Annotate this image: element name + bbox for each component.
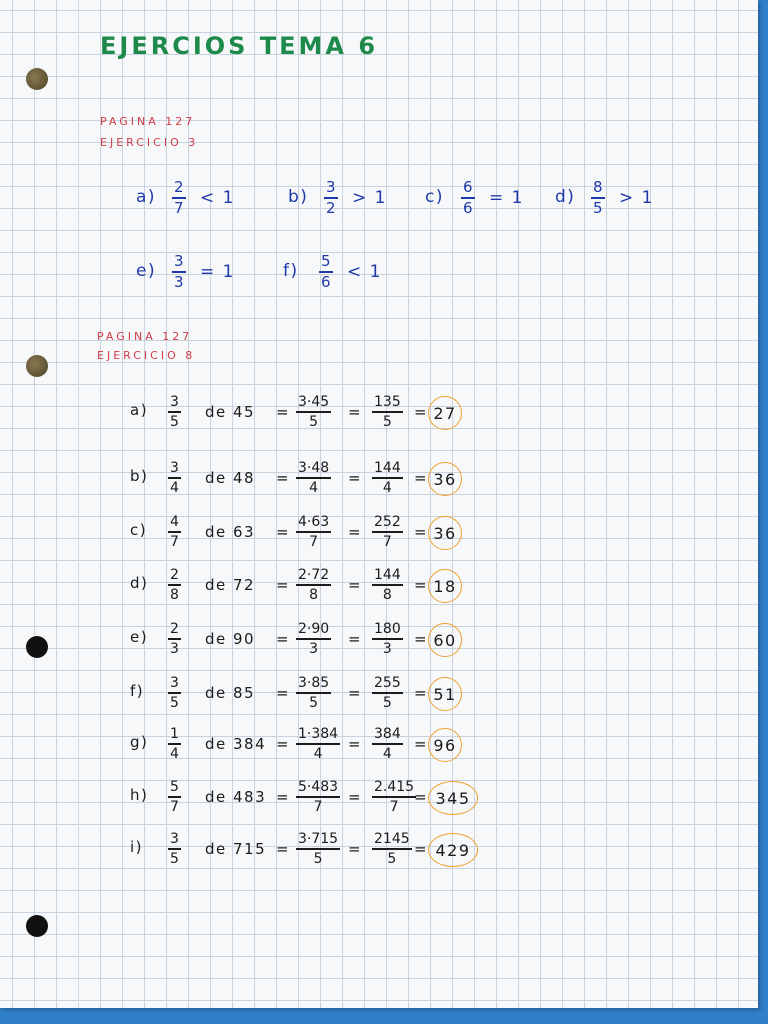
equals: = bbox=[348, 403, 363, 421]
equals: = bbox=[348, 469, 363, 487]
denominator: 7 bbox=[389, 798, 399, 815]
item-label: c) bbox=[425, 187, 444, 207]
section2-exercise: EJERCICIO 8 bbox=[97, 349, 196, 362]
of-word: de bbox=[205, 403, 227, 421]
product-fraction bbox=[296, 676, 331, 710]
result-fraction bbox=[372, 832, 412, 866]
fraction bbox=[591, 180, 605, 216]
numerator: 144 bbox=[374, 460, 401, 476]
numerator: 255 bbox=[374, 675, 401, 691]
numerator: 5 bbox=[321, 252, 331, 270]
fraction bbox=[168, 676, 181, 710]
of-word: de bbox=[205, 735, 227, 753]
equals: = bbox=[414, 576, 429, 594]
fraction-bar bbox=[372, 584, 403, 586]
section1-page: PAGINA 127 bbox=[100, 115, 196, 128]
fraction-bar bbox=[296, 743, 340, 745]
whole-number: 48 bbox=[233, 469, 256, 487]
page-title: EJERCIOS TEMA 6 bbox=[100, 32, 379, 60]
numerator: 2145 bbox=[374, 831, 410, 847]
denominator: 7 bbox=[170, 798, 179, 815]
equals: = bbox=[348, 684, 363, 702]
fraction-bar bbox=[296, 584, 331, 586]
equals: = bbox=[276, 630, 291, 648]
of-word: de bbox=[205, 469, 227, 487]
equals: = bbox=[414, 788, 429, 806]
numerator: 3 bbox=[174, 252, 184, 270]
result-fraction bbox=[372, 395, 403, 429]
fraction bbox=[172, 254, 186, 290]
denominator: 6 bbox=[321, 272, 331, 291]
numerator: 3·715 bbox=[298, 831, 339, 847]
fraction bbox=[324, 180, 338, 216]
product-fraction bbox=[296, 780, 340, 814]
fraction bbox=[168, 461, 181, 495]
numerator: 3 bbox=[326, 178, 336, 196]
denominator: 3 bbox=[382, 640, 392, 657]
result-circle: 27 bbox=[428, 396, 462, 430]
comparison: > 1 bbox=[352, 188, 387, 208]
fraction bbox=[168, 832, 181, 866]
row-label: a) bbox=[130, 401, 149, 419]
denominator: 4 bbox=[382, 479, 392, 496]
numerator: 252 bbox=[374, 514, 401, 530]
fraction-bar bbox=[168, 584, 181, 586]
denominator: 3 bbox=[174, 272, 184, 291]
denominator: 4 bbox=[382, 745, 392, 762]
result-circle: 96 bbox=[428, 728, 462, 762]
equals: = bbox=[276, 788, 291, 806]
equals: = bbox=[414, 684, 429, 702]
denominator: 3 bbox=[309, 640, 319, 657]
product-fraction bbox=[296, 515, 331, 549]
denominator: 5 bbox=[382, 694, 392, 711]
row-label: d) bbox=[130, 574, 149, 592]
denominator: 5 bbox=[387, 850, 397, 867]
row-label: g) bbox=[130, 733, 149, 751]
section2-page: PAGINA 127 bbox=[97, 330, 193, 343]
denominator: 7 bbox=[170, 533, 179, 550]
numerator: 3 bbox=[170, 394, 179, 410]
numerator: 1 bbox=[170, 726, 179, 742]
whole-number: 384 bbox=[233, 735, 267, 753]
fraction-bar bbox=[296, 477, 331, 479]
denominator: 7 bbox=[309, 533, 319, 550]
fraction-bar bbox=[168, 477, 181, 479]
fraction bbox=[168, 622, 181, 656]
whole-number: 85 bbox=[233, 684, 256, 702]
numerator: 3 bbox=[170, 675, 179, 691]
denominator: 5 bbox=[313, 850, 323, 867]
numerator: 3·45 bbox=[298, 394, 330, 410]
result-circle: 429 bbox=[428, 833, 478, 867]
denominator: 5 bbox=[593, 198, 603, 217]
numerator: 180 bbox=[374, 621, 401, 637]
fraction-bar bbox=[296, 848, 340, 850]
fraction-bar bbox=[372, 796, 416, 798]
equals: = bbox=[414, 735, 429, 753]
section1-exercise: EJERCICIO 3 bbox=[100, 136, 199, 149]
fraction bbox=[168, 568, 181, 602]
denominator: 7 bbox=[313, 798, 323, 815]
equals: = bbox=[348, 840, 363, 858]
equals: = bbox=[276, 469, 291, 487]
fraction-bar bbox=[168, 796, 181, 798]
equals: = bbox=[276, 523, 291, 541]
denominator: 4 bbox=[313, 745, 323, 762]
numerator: 3 bbox=[170, 831, 179, 847]
comparison: > 1 bbox=[619, 188, 654, 208]
denominator: 8 bbox=[382, 586, 392, 603]
result-circle: 345 bbox=[428, 781, 478, 815]
result-fraction bbox=[372, 676, 403, 710]
equals: = bbox=[348, 630, 363, 648]
equals: = bbox=[276, 403, 291, 421]
equals: = bbox=[276, 840, 291, 858]
result-circle: 36 bbox=[428, 516, 462, 550]
of-word: de bbox=[205, 788, 227, 806]
numerator: 3 bbox=[170, 460, 179, 476]
whole-number: 72 bbox=[233, 576, 256, 594]
numerator: 6 bbox=[463, 178, 473, 196]
result-fraction bbox=[372, 515, 403, 549]
product-fraction bbox=[296, 832, 340, 866]
row-label: e) bbox=[130, 628, 149, 646]
denominator: 8 bbox=[309, 586, 319, 603]
denominator: 5 bbox=[382, 413, 392, 430]
binder-hole bbox=[26, 355, 48, 377]
numerator: 2·90 bbox=[298, 621, 330, 637]
binder-hole bbox=[26, 68, 48, 90]
product-fraction bbox=[296, 461, 331, 495]
denominator: 4 bbox=[170, 479, 179, 496]
numerator: 144 bbox=[374, 567, 401, 583]
equals: = bbox=[348, 788, 363, 806]
numerator: 135 bbox=[374, 394, 401, 410]
fraction bbox=[168, 727, 181, 761]
denominator: 4 bbox=[309, 479, 319, 496]
fraction bbox=[172, 180, 186, 216]
result-circle: 36 bbox=[428, 462, 462, 496]
whole-number: 63 bbox=[233, 523, 256, 541]
fraction bbox=[168, 780, 181, 814]
equals: = bbox=[414, 840, 429, 858]
row-label: f) bbox=[130, 682, 145, 700]
denominator: 4 bbox=[170, 745, 179, 762]
fraction-bar bbox=[372, 638, 403, 640]
fraction-bar bbox=[296, 411, 331, 413]
equals: = bbox=[414, 403, 429, 421]
of-word: de bbox=[205, 523, 227, 541]
fraction-bar bbox=[168, 531, 181, 533]
result-circle: 51 bbox=[428, 677, 462, 711]
fraction-bar bbox=[296, 796, 340, 798]
denominator: 2 bbox=[326, 198, 336, 217]
equals: = bbox=[276, 735, 291, 753]
equals: = bbox=[414, 469, 429, 487]
binder-hole bbox=[26, 636, 48, 658]
fraction-bar bbox=[168, 743, 181, 745]
numerator: 5·483 bbox=[298, 779, 339, 795]
comparison: = 1 bbox=[489, 188, 524, 208]
numerator: 4·63 bbox=[298, 514, 330, 530]
fraction-bar bbox=[296, 638, 331, 640]
product-fraction bbox=[296, 395, 331, 429]
numerator: 2 bbox=[174, 178, 184, 196]
numerator: 2 bbox=[170, 567, 179, 583]
row-label: i) bbox=[130, 838, 144, 856]
binder-hole bbox=[26, 915, 48, 937]
fraction-bar bbox=[168, 692, 181, 694]
result-fraction bbox=[372, 568, 403, 602]
result-fraction bbox=[372, 727, 403, 761]
fraction-bar bbox=[372, 411, 403, 413]
equals: = bbox=[348, 523, 363, 541]
comparison: < 1 bbox=[347, 262, 382, 282]
numerator: 384 bbox=[374, 726, 401, 742]
result-circle: 18 bbox=[428, 569, 462, 603]
comparison: = 1 bbox=[200, 262, 235, 282]
numerator: 2 bbox=[170, 621, 179, 637]
fraction-bar bbox=[296, 531, 331, 533]
equals: = bbox=[348, 576, 363, 594]
item-label: a) bbox=[136, 187, 157, 207]
denominator: 5 bbox=[170, 413, 179, 430]
numerator: 3·48 bbox=[298, 460, 330, 476]
fraction bbox=[168, 515, 181, 549]
result-fraction bbox=[372, 622, 403, 656]
fraction-bar bbox=[296, 692, 331, 694]
numerator: 4 bbox=[170, 514, 179, 530]
product-fraction bbox=[296, 622, 331, 656]
numerator: 8 bbox=[593, 178, 603, 196]
result-circle: 60 bbox=[428, 623, 462, 657]
fraction-bar bbox=[372, 743, 403, 745]
numerator: 2·72 bbox=[298, 567, 330, 583]
denominator: 5 bbox=[170, 694, 179, 711]
whole-number: 90 bbox=[233, 630, 256, 648]
fraction-bar bbox=[168, 848, 181, 850]
numerator: 3·85 bbox=[298, 675, 330, 691]
numerator: 5 bbox=[170, 779, 179, 795]
denominator: 7 bbox=[174, 198, 184, 217]
result-fraction bbox=[372, 780, 416, 814]
equals: = bbox=[276, 576, 291, 594]
denominator: 7 bbox=[382, 533, 392, 550]
row-label: b) bbox=[130, 467, 149, 485]
fraction-bar bbox=[372, 531, 403, 533]
denominator: 8 bbox=[170, 586, 179, 603]
denominator: 5 bbox=[309, 413, 319, 430]
denominator: 5 bbox=[170, 850, 179, 867]
item-label: f) bbox=[283, 261, 299, 281]
fraction bbox=[319, 254, 333, 290]
denominator: 5 bbox=[309, 694, 319, 711]
numerator: 2.415 bbox=[374, 779, 415, 795]
item-label: b) bbox=[288, 187, 309, 207]
margin-line bbox=[78, 0, 79, 1008]
item-label: d) bbox=[555, 187, 576, 207]
fraction-bar bbox=[372, 692, 403, 694]
product-fraction bbox=[296, 727, 340, 761]
row-label: c) bbox=[130, 521, 148, 539]
row-label: h) bbox=[130, 786, 149, 804]
of-word: de bbox=[205, 684, 227, 702]
product-fraction bbox=[296, 568, 331, 602]
fraction-bar bbox=[372, 477, 403, 479]
fraction-bar bbox=[168, 411, 181, 413]
whole-number: 715 bbox=[233, 840, 267, 858]
fraction-bar bbox=[372, 848, 412, 850]
of-word: de bbox=[205, 630, 227, 648]
equals: = bbox=[414, 630, 429, 648]
equals: = bbox=[348, 735, 363, 753]
numerator: 1·384 bbox=[298, 726, 339, 742]
result-fraction bbox=[372, 461, 403, 495]
item-label: e) bbox=[136, 261, 157, 281]
whole-number: 483 bbox=[233, 788, 267, 806]
of-word: de bbox=[205, 840, 227, 858]
fraction bbox=[168, 395, 181, 429]
comparison: < 1 bbox=[200, 188, 235, 208]
denominator: 6 bbox=[463, 198, 473, 217]
denominator: 3 bbox=[170, 640, 179, 657]
fraction-bar bbox=[168, 638, 181, 640]
whole-number: 45 bbox=[233, 403, 256, 421]
fraction bbox=[461, 180, 475, 216]
equals: = bbox=[276, 684, 291, 702]
equals: = bbox=[414, 523, 429, 541]
of-word: de bbox=[205, 576, 227, 594]
